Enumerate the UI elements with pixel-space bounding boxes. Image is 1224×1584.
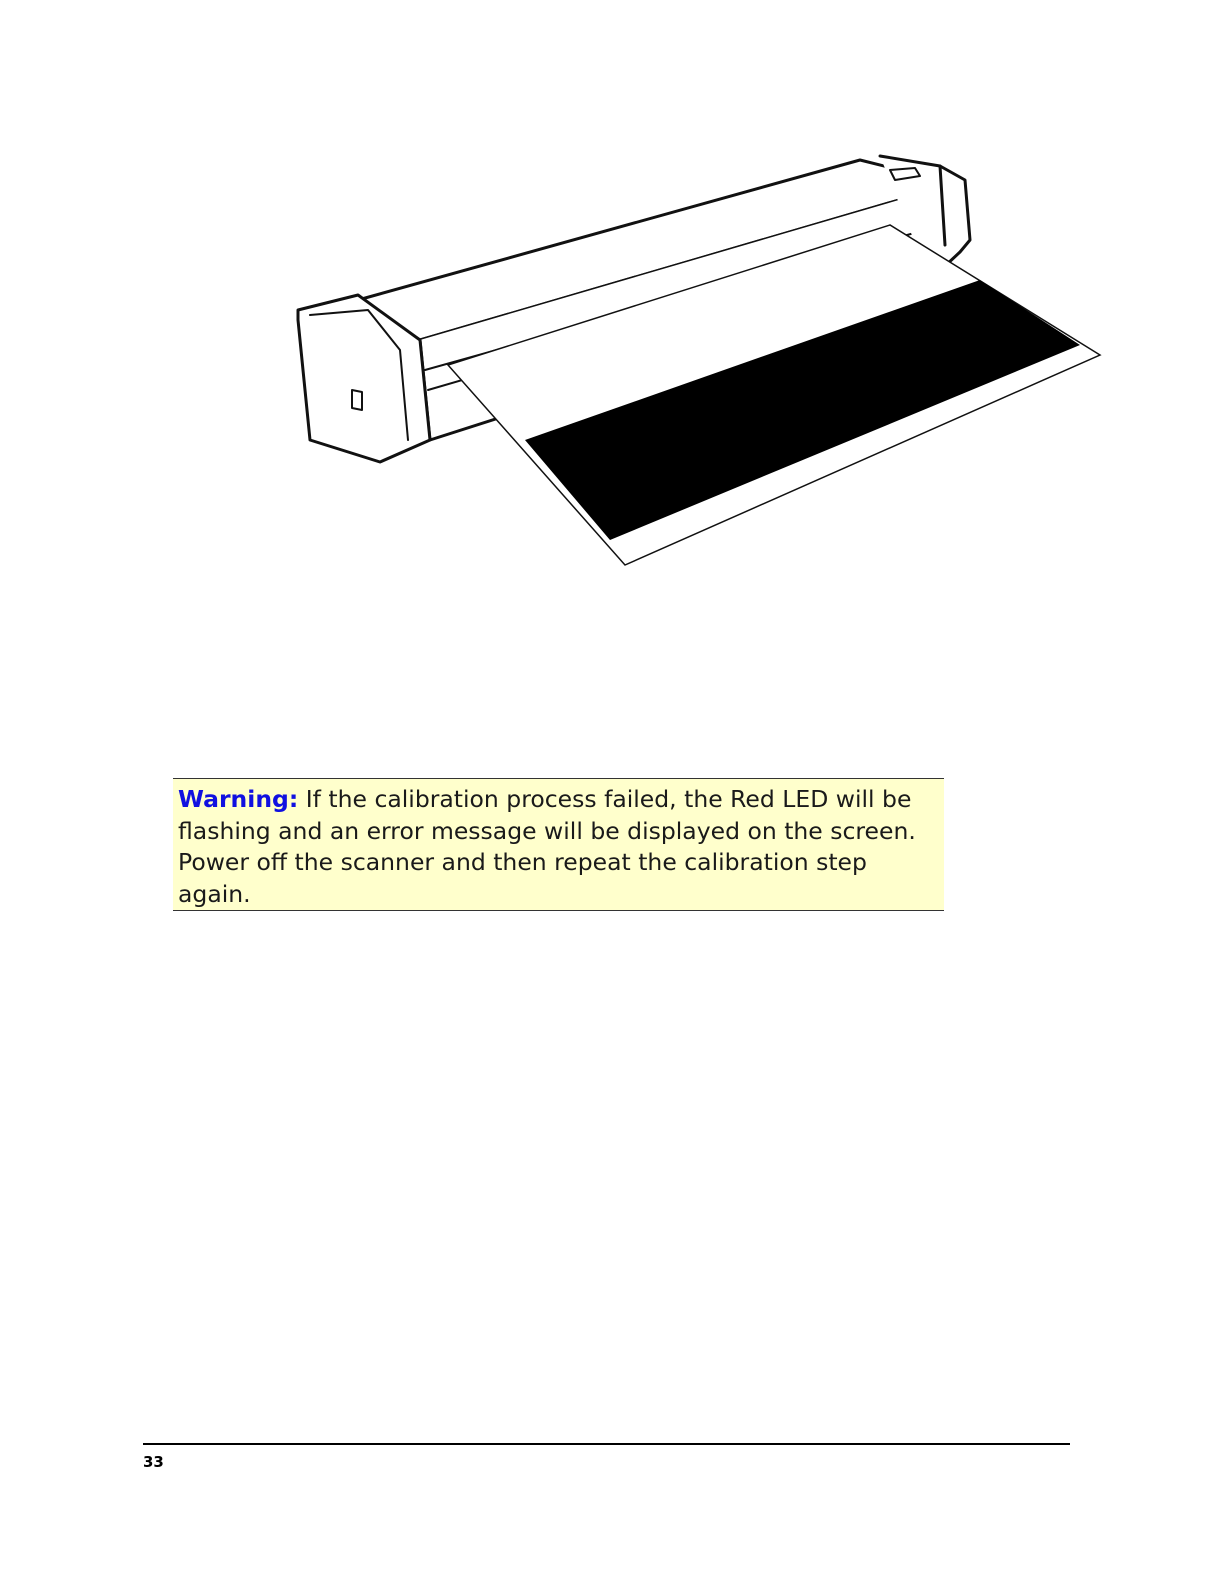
footer-rule xyxy=(143,1443,1070,1445)
warning-label: Warning: xyxy=(178,785,299,813)
warning-box xyxy=(173,778,944,911)
warning-text: If the calibration process failed, the Red LED will be flashing and an error message will be displayed on the screen. Power off the scanner and then repeat the calibration step again. xyxy=(178,785,916,908)
scanner-illustration xyxy=(280,140,1120,580)
page-number: 33 xyxy=(143,1453,164,1471)
